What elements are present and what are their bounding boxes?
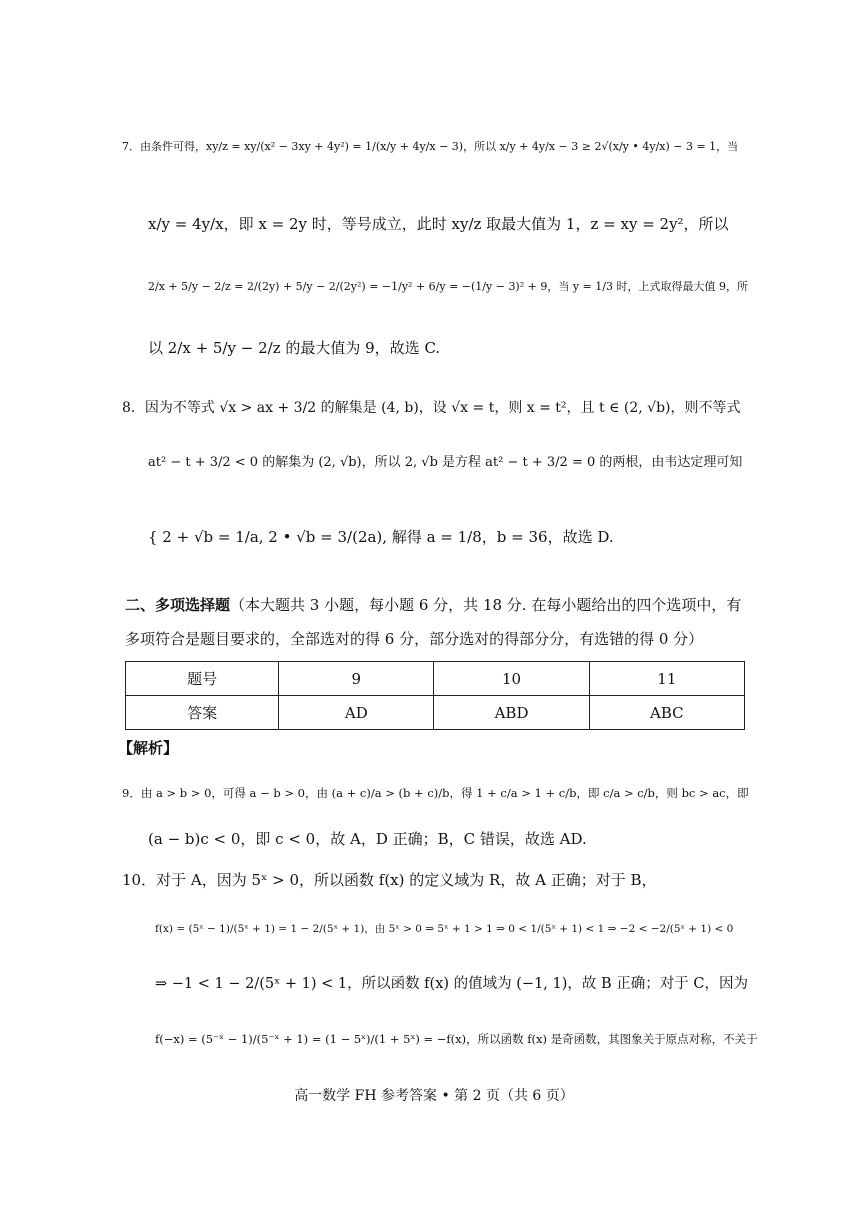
q10-line-2: f(x) = (5ˣ − 1)/(5ˣ + 1) = 1 − 2/(5ˣ + 1)，由 5ˣ > 0 ⇒ 5ˣ + 1 > 1 ⇒ 0 < 1/(5ˣ + 1) < 1 ⇒ −2 < −2/(5ˣ + 1) < 0 — [155, 923, 734, 935]
table-cell: ABD — [434, 696, 589, 730]
q7-line-3: 2/x + 5/y − 2/z = 2/(2y) + 5/y − 2/(2y²) = −1/y² + 6/y = −(1/y − 3)² + 9，当 y = 1/3 时，上式取得最大值 9，所 — [148, 280, 748, 293]
table-cell: 题号 — [126, 662, 279, 696]
table-header-row — [126, 662, 745, 696]
q7-line-1: 7．由条件可得，xy/z = xy/(x² − 3xy + 4y²) = 1/(x/y + 4y/x − 3)，所以 x/y + 4y/x − 3 ≥ 2√(x/y • 4y/x) − 3 = 1，当 — [122, 140, 739, 153]
q10-line-1: 10．对于 A，因为 5ˣ > 0，所以函数 f(x) 的定义域为 R，故 A 正确；对于 B， — [122, 871, 657, 889]
q7-line-4: 以 2/x + 5/y − 2/z 的最大值为 9，故选 C. — [148, 339, 441, 357]
page-footer: 高一数学 FH 参考答案 • 第 2 页（共 6 页） — [294, 1088, 574, 1104]
section-2-heading — [125, 588, 745, 656]
q8-line-1: 8．因为不等式 √x > ax + 3/2 的解集是 (4, b)，设 √x = t，则 x = t²，且 t ∈ (2, √b)，则不等式 — [122, 400, 741, 416]
table-cell: 10 — [434, 662, 589, 696]
section-2-desc-1: （本大题共 3 小题，每小题 6 分，共 18 分. 在每小题给出的四个选项中，有 — [230, 596, 742, 614]
q8-line-2: at² − t + 3/2 < 0 的解集为 (2, √b)，所以 2, √b 是方程 at² − t + 3/2 = 0 的两根，由韦达定理可知 — [148, 455, 743, 470]
section-2-title: 二、多项选择题 — [125, 596, 231, 614]
q8-line-3: { 2 + √b = 1/a, 2 • √b = 3/(2a), 解得 a = 1/8，b = 36，故选 D. — [148, 528, 614, 546]
table-cell: 11 — [589, 662, 744, 696]
q10-line-3: ⇒ −1 < 1 − 2/(5ˣ + 1) < 1，所以函数 f(x) 的值域为 (−1, 1)，故 B 正确；对于 C，因为 — [155, 976, 748, 992]
q7-line-2: x/y = 4y/x，即 x = 2y 时，等号成立，此时 xy/z 取最大值为 1，z = xy = 2y²，所以 — [148, 215, 729, 233]
q10-line-4: f(−x) = (5⁻ˣ − 1)/(5⁻ˣ + 1) = (1 − 5ˣ)/(1 + 5ˣ) = −f(x)，所以函数 f(x) 是奇函数，其图象关于原点对称，不关于 — [155, 1032, 758, 1046]
analysis-heading: 【解析】 — [118, 739, 179, 757]
q9-line-1: 9．由 a > b > 0，可得 a − b > 0，由 (a + c)/a > (b + c)/b，得 1 + c/a > 1 + c/b，即 c/a > c/b，则 bc > ac，即 — [122, 786, 749, 800]
section-2-desc-2: 多项符合是题目要求的，全部选对的得 6 分，部分选对的得部分分，有选错的得 0 分） — [125, 630, 704, 648]
table-row — [126, 696, 745, 730]
table-cell: AD — [279, 696, 434, 730]
answer-table — [125, 661, 745, 730]
table-cell: 9 — [279, 662, 434, 696]
table-cell: ABC — [589, 696, 744, 730]
table-cell: 答案 — [126, 696, 279, 730]
q9-line-2: (a − b)c < 0，即 c < 0，故 A，D 正确；B，C 错误，故选 AD. — [148, 830, 587, 848]
